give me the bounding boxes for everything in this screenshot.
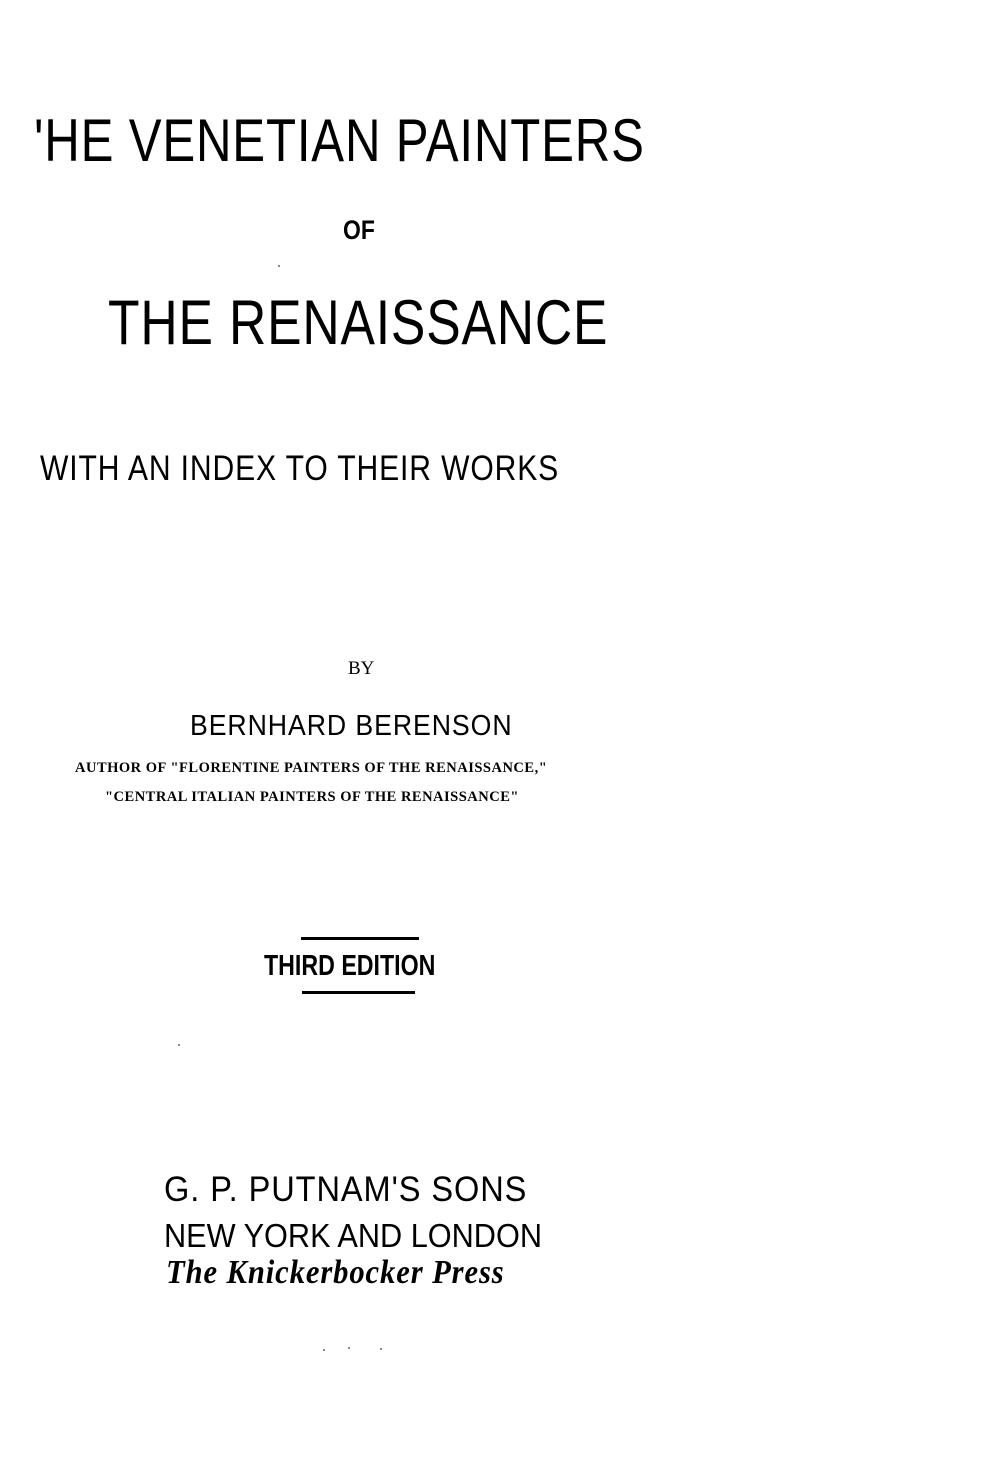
- title-line-1: 'HE VENETIAN PAINTERS: [34, 107, 645, 174]
- by-line: BY: [348, 658, 375, 679]
- author-credit-line-2: "CENTRAL ITALIAN PAINTERS OF THE RENAISSANCE": [105, 789, 519, 805]
- edition-rule-top: [301, 937, 419, 940]
- publisher-name: G. P. PUTNAM'S SONS: [164, 1170, 528, 1209]
- scan-speck: [323, 1349, 325, 1351]
- edition-label: THIRD EDITION: [264, 950, 436, 982]
- title-of: OF: [343, 215, 375, 245]
- scan-speck: [380, 1348, 382, 1350]
- publisher-location: NEW YORK AND LONDON: [164, 1217, 543, 1254]
- scan-speck: [178, 1044, 180, 1046]
- scan-speck: [348, 1347, 350, 1349]
- title-line-2: THE RENAISSANCE: [108, 288, 609, 358]
- press-name: The Knickerbocker Press: [166, 1254, 505, 1291]
- edition-rule-bottom: [302, 991, 415, 994]
- subtitle: WITH AN INDEX TO THEIR WORKS: [40, 449, 560, 488]
- scan-speck: [278, 265, 280, 267]
- author-credit-line-1: AUTHOR OF "FLORENTINE PAINTERS OF THE RENAISSANCE,": [75, 760, 548, 776]
- author-name: BERNHARD BERENSON: [190, 710, 513, 742]
